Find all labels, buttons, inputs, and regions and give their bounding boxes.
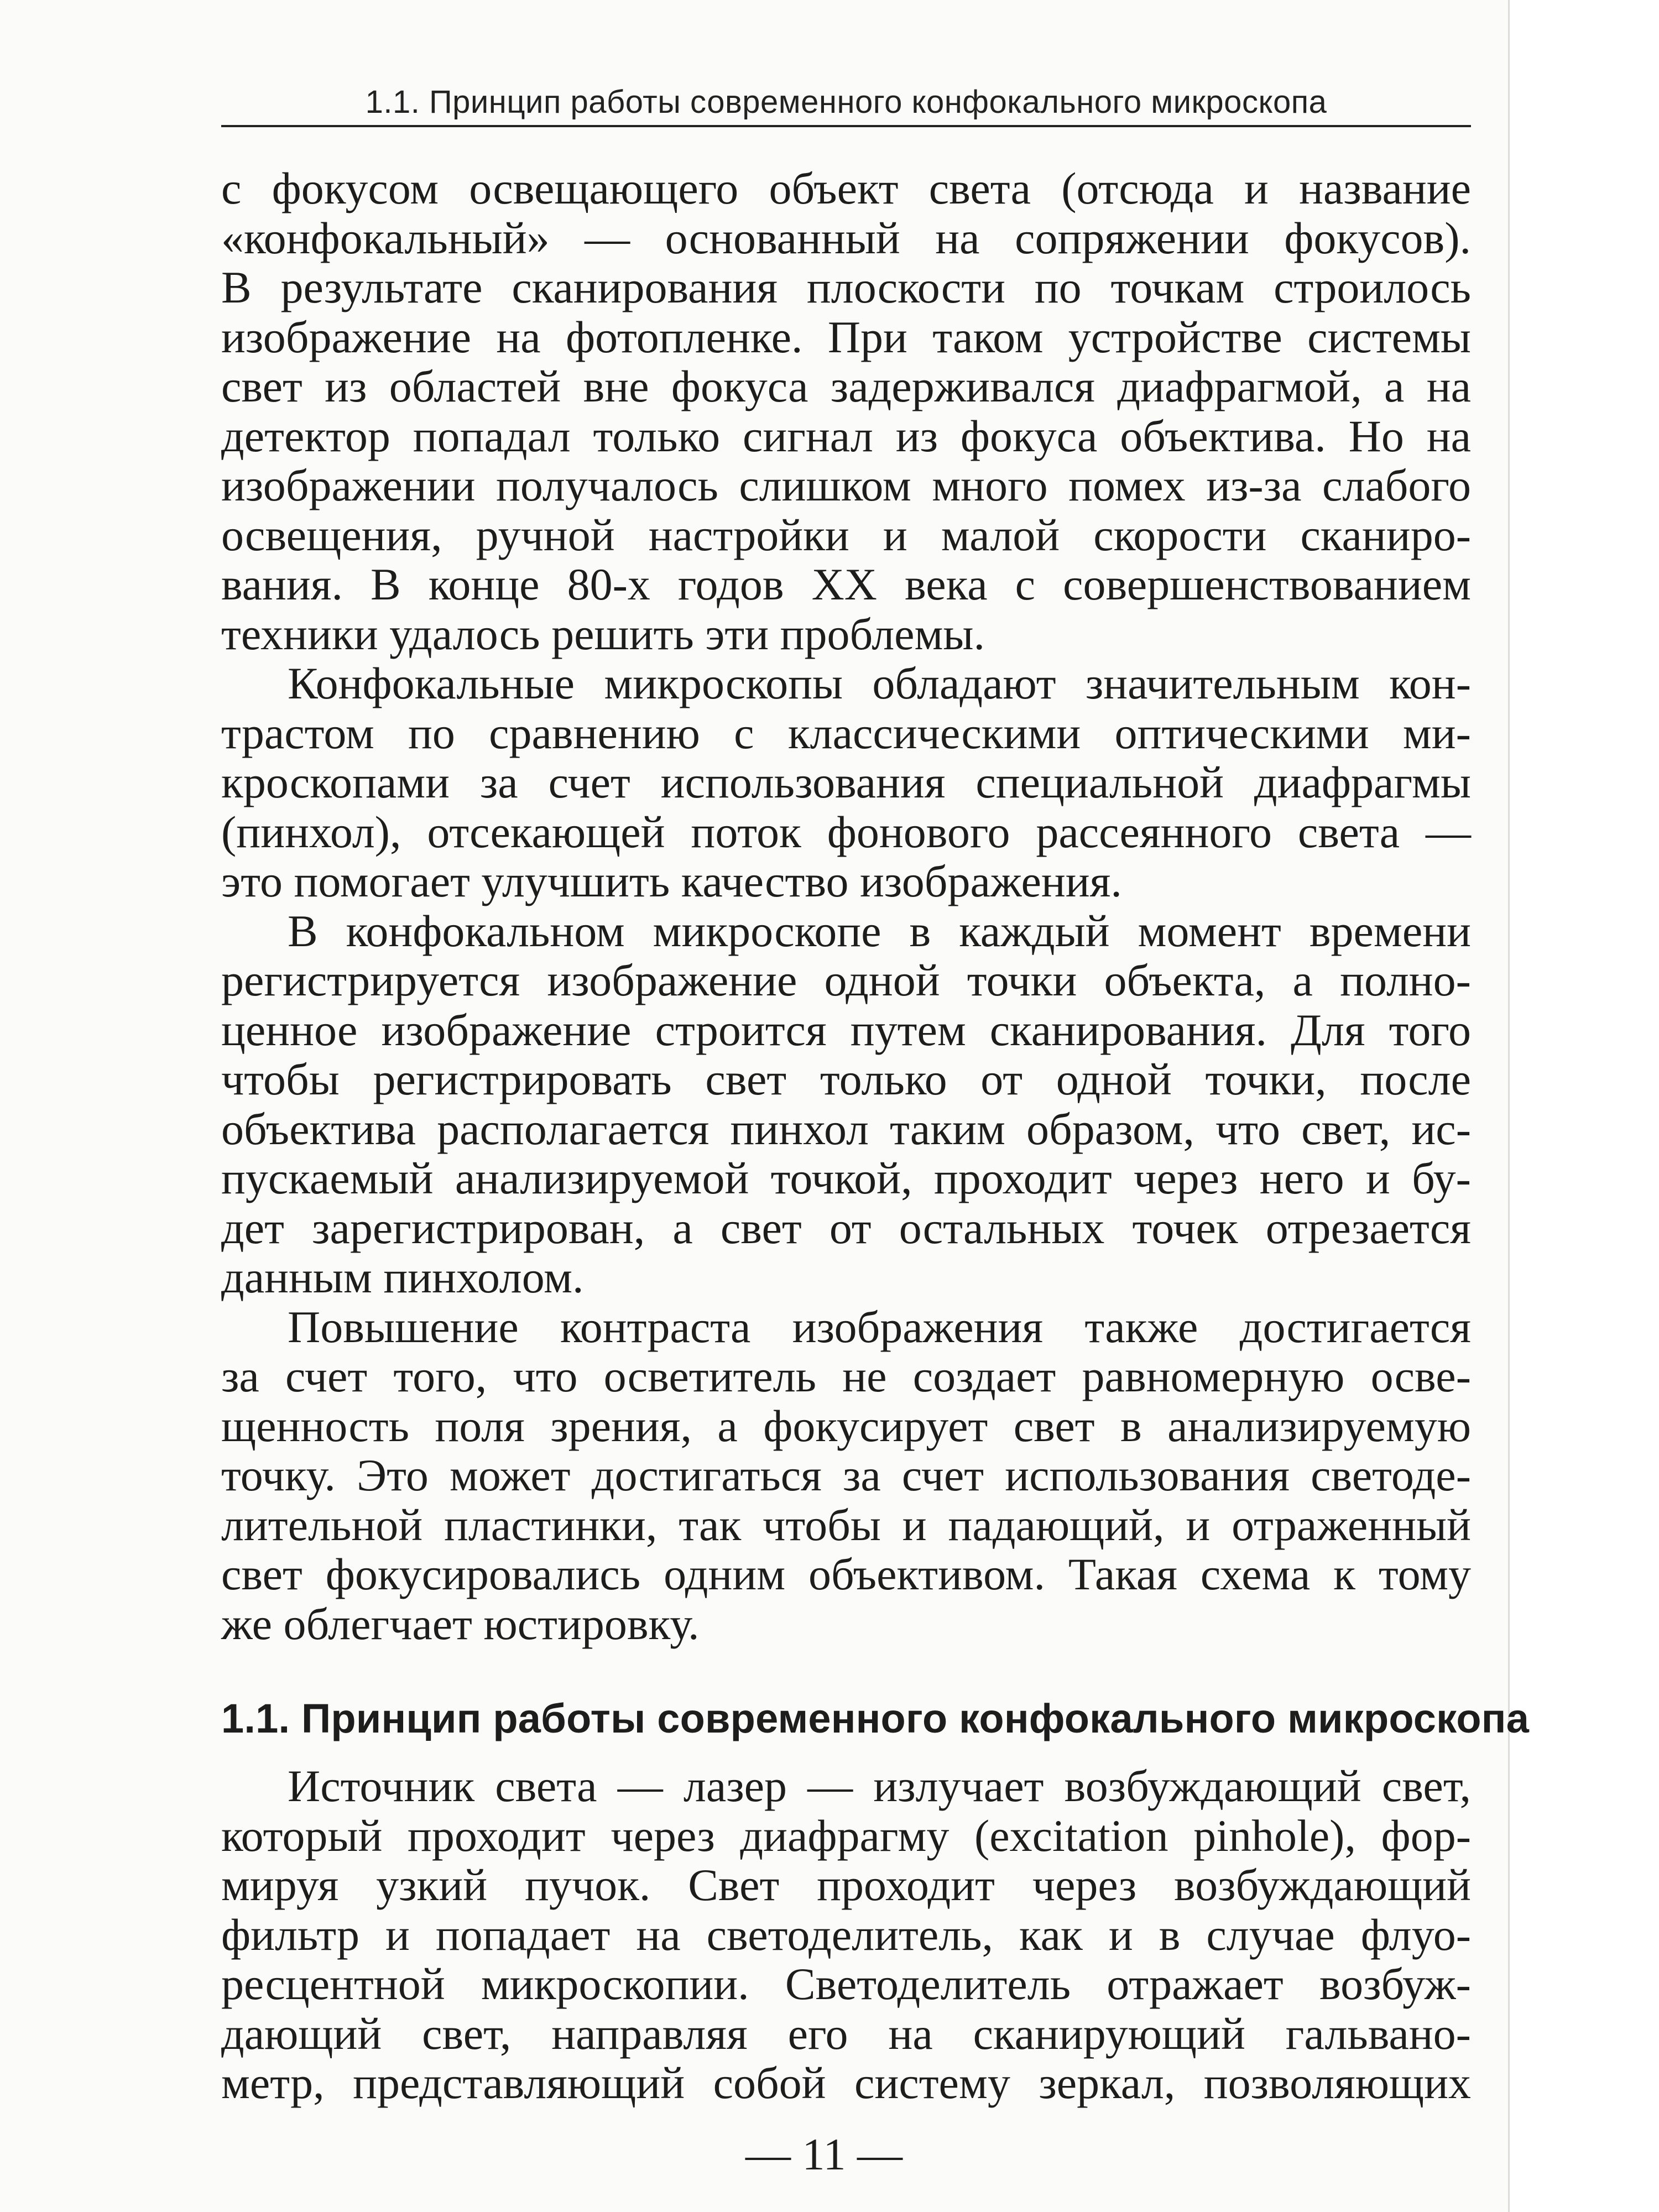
text-line: дет зарегистрирован, а свет от остальных точек отрезается (221, 1202, 1471, 1253)
text-line: ценное изображение строится путем сканирования. Для того (221, 1004, 1471, 1055)
text-line: освещения, ручной настройки и малой скорости сканиро- (221, 509, 1471, 560)
text-line: с фокусом освещающего объект света (отсюда и название (221, 163, 1471, 213)
running-header-title: 1.1. Принцип работы современного конфокального микроскопа (365, 84, 1327, 120)
text-line: детектор попадал только сигнал из фокуса объектива. Но на (221, 410, 1471, 461)
text-line: метр, представляющий собой систему зеркал, позволяющих (221, 2058, 1471, 2108)
text-line: В конфокальном микроскопе в каждый момент времени (288, 905, 1471, 956)
running-header (221, 77, 1471, 127)
text-line: это помогает улучшить качество изображения. (221, 856, 1122, 906)
text-line: «конфокальный» — основанный на сопряжении фокусов). (221, 212, 1471, 263)
text-line: В результате сканирования плоскости по точкам строилось (221, 262, 1471, 312)
text-line: изображение на фотопленке. При таком устройстве системы (221, 311, 1471, 362)
text-line: (пинхол), отсекающей поток фонового рассеянного света — (221, 806, 1471, 857)
text-line: Источник света — лазер — излучает возбуждающий свет, (288, 1761, 1471, 1811)
text-line: кроскопами за счет использования специальной диафрагмы (221, 757, 1471, 807)
paragraph-1 (221, 164, 1471, 659)
main-text (221, 164, 1471, 1648)
text-line: ресцентной микроскопии. Светоделитель отражает возбуж- (221, 1959, 1471, 2009)
section-heading: 1.1. Принцип работы современного конфокального микроскопа (221, 1695, 1530, 1741)
paragraph-3 (221, 906, 1471, 1302)
text-line: чтобы регистрировать свет только от одной точки, после (221, 1054, 1471, 1104)
text-line: мируя узкий пучок. Свет проходит через возбуждающий (221, 1860, 1471, 1910)
paragraph-4 (221, 1302, 1471, 1649)
text-line: Конфокальные микроскопы обладают значительным кон- (288, 658, 1471, 708)
paragraph-5 (221, 1761, 1471, 2108)
section-text (221, 1761, 1471, 2108)
text-line: свет из областей вне фокуса задерживался диафрагмой, а на (221, 361, 1471, 411)
text-line: за счет того, что осветитель не создает равномерную осве- (221, 1351, 1471, 1401)
text-line: фильтр и попадает на светоделитель, как и в случае флуо- (221, 1909, 1471, 1960)
text-line: трастом по сравнению с классическими оптическими ми- (221, 707, 1471, 758)
text-line: данным пинхолом. (221, 1252, 584, 1302)
text-line: Повышение контраста изображения также достигается (288, 1301, 1471, 1352)
page-number: — 11 — (745, 2129, 902, 2179)
text-line: дающий свет, направляя его на сканирующий гальвано- (221, 2008, 1471, 2059)
paragraph-2 (221, 659, 1471, 906)
text-line: вания. В конце 80-х годов XX века с совершенствованием (221, 559, 1471, 609)
text-line: изображении получалось слишком много помех из-за слабого (221, 460, 1471, 510)
text-line: щенность поля зрения, а фокусирует свет в анализируемую (221, 1400, 1471, 1451)
text-line: же облегчает юстировку. (221, 1598, 700, 1649)
text-line: пускаемый анализируемой точкой, проходит через него и бу- (221, 1153, 1471, 1203)
text-line: объектива располагается пинхол таким образом, что свет, ис- (221, 1103, 1471, 1154)
text-line: регистрируется изображение одной точки объекта, а полно- (221, 955, 1471, 1005)
text-line: лительной пластинки, так чтобы и падающий, и отраженный (221, 1499, 1471, 1550)
text-line: который проходит через диафрагму (excitation pinhole), фор- (221, 1810, 1471, 1861)
text-line: точку. Это может достигаться за счет использования светоде- (221, 1450, 1471, 1500)
text-line: свет фокусировались одним объективом. Такая схема к тому (221, 1549, 1471, 1599)
text-line: техники удалось решить эти проблемы. (221, 608, 985, 659)
